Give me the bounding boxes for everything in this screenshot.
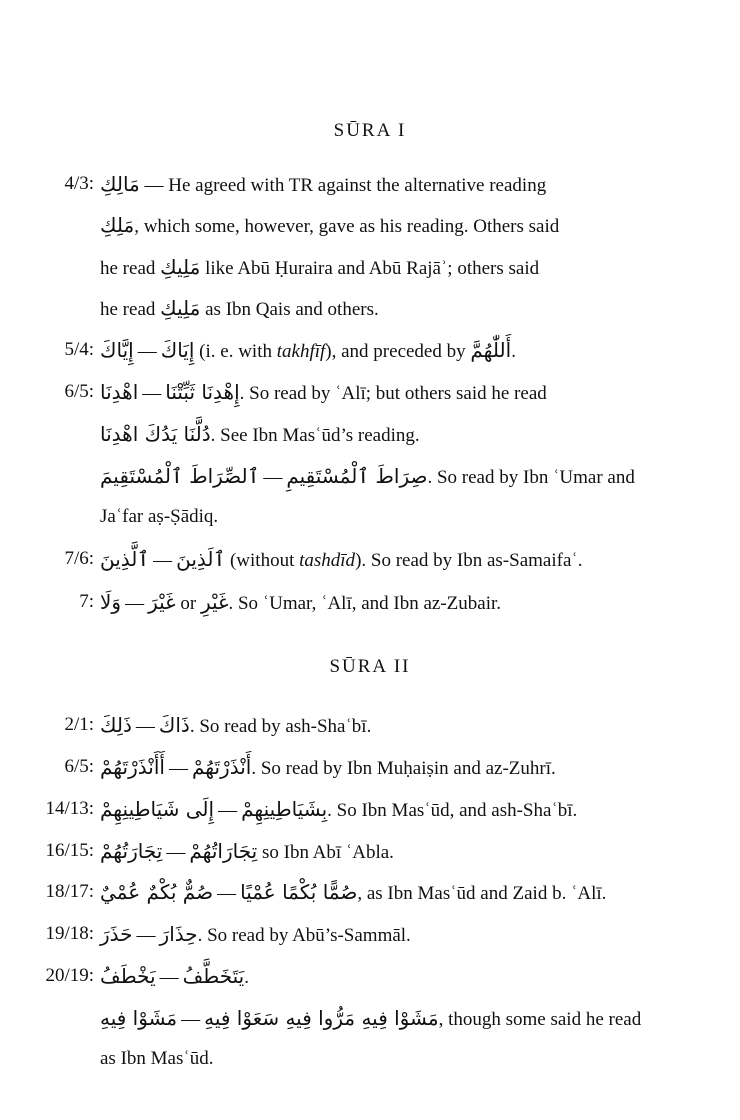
arabic-variant: اهْدِنَا: [100, 380, 139, 404]
arabic-variant: تِجَارَتُهُمْ: [100, 839, 163, 863]
arabic-variant: ٱلَذِينَ: [176, 547, 226, 571]
arabic-variant: مَلِكِ: [100, 213, 135, 237]
entry-line: as Ibn Masʿūd.: [100, 1048, 214, 1069]
entry-line: he read مَلِيكِ like Abū Ḥuraira and Abū Rajāʾ; others said: [100, 255, 540, 279]
verse-ref: 20/19:: [45, 965, 94, 986]
arabic-variant: غَيْرِ: [200, 590, 229, 614]
verse-ref: 2/1:: [64, 714, 94, 735]
entry-line: Jaʿfar aṣ-Ṣādiq.: [100, 506, 219, 527]
verse-ref: 7/6:: [64, 548, 94, 569]
verse-ref: 7:: [79, 591, 94, 612]
entry-line: دُلَّنَا يَدُكَ اهْدِنَا. See Ibn Masʿūd’s reading.: [100, 422, 420, 446]
arabic-variant: دُلَّنَا يَدُكَ اهْدِنَا: [100, 422, 211, 446]
entry-line: تِجَارَتُهُمْ — تِجَارَاتُهُمْ so Ibn Abī ʿAbla.: [100, 839, 394, 863]
entry-line: [100, 213, 559, 239]
arabic-variant: مَلِيكِ: [160, 255, 201, 279]
verse-ref: 18/17:: [45, 881, 94, 902]
entry-line: مَالِكِ — He agreed with TR against the alternative reading: [100, 172, 547, 196]
arabic-variant: يَخْطَفُ: [100, 964, 156, 988]
arabic-variant: حِذَارَ: [159, 922, 198, 946]
arabic-variant: ذَلِكَ: [100, 713, 132, 737]
verse-ref: 14/13:: [45, 798, 94, 819]
entry-line: يَخْطَفُ — يَتَخَطَّفُ.: [100, 964, 249, 988]
arabic-variant: يَتَخَطَّفُ: [182, 964, 245, 988]
entry-line: أَأَنْذَرْتَهُمْ — أَنْذَرْتَهُمْ. So read by Ibn Muḥaiṣin and az-Zuhrī.: [100, 755, 556, 779]
entry-line: صُمٌّ بُكْمٌ عُمْيٌ — صُمًّا بُكْمًا عُمْيًا, as Ibn Masʿūd and Zaid b. ʿAlī.: [100, 880, 607, 904]
entry-line: he read مَلِيكِ as Ibn Qais and others.: [100, 296, 379, 320]
arabic-variant: وَلَا: [100, 590, 122, 614]
arabic-variant: صِرَاطَ ٱلْمُسْتَقِيمِ: [286, 464, 428, 488]
arabic-variant: بِشَيَاطِينِهِمْ: [241, 797, 328, 821]
arabic-variant: ذَاكَ: [158, 713, 190, 737]
verse-ref: 4/3:: [64, 173, 94, 194]
arabic-variant: مَشَوْا فِيهِ: [100, 1006, 178, 1030]
verse-ref: 6/5:: [64, 756, 94, 777]
arabic-variant: إِيَّاكَ: [100, 338, 134, 362]
entry-line: مَشَوْا فِيهِ — مَشَوْا فِيهِ مَرُّوا فِيهِ سَعَوْا فِيهِ, though some said he read: [100, 1006, 642, 1030]
verse-ref: 19/18:: [45, 923, 94, 944]
entry-line: وَلَا — غَيْرَ or غَيْرِ. So ʿUmar, ʿAlī, and Ibn az-Zubair.: [100, 590, 502, 614]
arabic-variant: أَللّٰهُمَّ: [470, 338, 512, 362]
sura-1-heading: SŪRA I: [333, 120, 407, 141]
arabic-variant: مَالِكِ: [100, 172, 140, 196]
arabic-variant: صُمًّا بُكْمًا عُمْيًا: [240, 880, 358, 904]
sura-2-heading: SŪRA II: [329, 656, 411, 677]
arabic-variant: غَيْرَ: [148, 590, 176, 614]
entry-text: , which some, however, gave as his reading. Others said: [134, 216, 560, 237]
verse-ref: 16/15:: [45, 840, 94, 861]
arabic-variant: مَلِيكِ: [160, 296, 201, 320]
entry-line: حَذَرَ — حِذَارَ. So read by Abū’s-Sammāl.: [100, 922, 411, 946]
arabic-variant: صُمٌّ بُكْمٌ عُمْيٌ: [100, 880, 214, 904]
arabic-variant: إِلَى شَيَاطِينِهِمْ: [100, 797, 215, 821]
arabic-variant: حَذَرَ: [100, 922, 133, 946]
entry-line: إِيَّاكَ — إِيَاكَ (i. e. with takhfīf), and preceded by أَللّٰهُمَّ.: [100, 338, 516, 362]
arabic-variant: مَشَوْا فِيهِ مَرُّوا فِيهِ سَعَوْا فِيهِ: [204, 1006, 439, 1030]
arabic-variant: أَأَنْذَرْتَهُمْ: [100, 755, 165, 779]
entry-text: He agreed with TR against the alternative reading: [168, 175, 547, 196]
arabic-variant: ٱلَّذِينَ: [100, 547, 150, 571]
arabic-variant: إِيَاكَ: [160, 338, 195, 362]
entry-line: إِلَى شَيَاطِينِهِمْ — بِشَيَاطِينِهِمْ. So Ibn Masʿūd, and ash-Shaʿbī.: [100, 797, 578, 821]
entry-line: ذَلِكَ — ذَاكَ. So read by ash-Shaʿbī.: [100, 713, 372, 737]
entry-line: ٱلَّذِينَ — ٱلَذِينَ (without tashdīd). So read by Ibn as-Samaifaʿ.: [100, 547, 583, 571]
arabic-variant: ٱلصِّرَاطَ ٱلْمُسْتَقِيمَ: [100, 464, 260, 488]
verse-ref: 6/5:: [64, 381, 94, 402]
verse-ref: 5/4:: [64, 339, 94, 360]
arabic-variant: إِهْدِنَا ثَبِّتْنَا: [165, 380, 240, 404]
entry-line: ٱلصِّرَاطَ ٱلْمُسْتَقِيمَ — صِرَاطَ ٱلْمُسْتَقِيمِ. So read by Ibn ʿUmar and: [100, 464, 635, 488]
arabic-variant: أَنْذَرْتَهُمْ: [191, 755, 252, 779]
entry-line: اهْدِنَا — إِهْدِنَا ثَبِّتْنَا. So read by ʿAlī; but others said he read: [100, 380, 547, 404]
arabic-variant: تِجَارَاتُهُمْ: [189, 839, 258, 863]
